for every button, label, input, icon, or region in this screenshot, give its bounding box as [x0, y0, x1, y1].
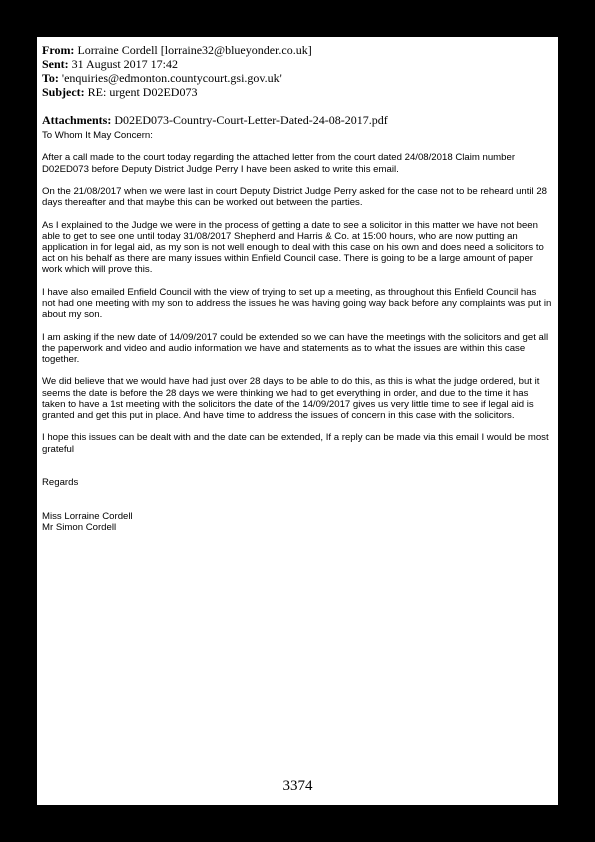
body-paragraph: I have also emailed Enfield Council with the view of trying to set up a meeting, as throughout this Enfield Council has not had one meeting with my son to address the issues he was having going way back before any complaints was put in about my son.	[42, 286, 552, 321]
subject-label: Subject:	[42, 85, 85, 99]
from-label: From:	[42, 43, 75, 57]
signature-line: Mr Simon Cordell	[42, 521, 117, 533]
subject-row	[42, 85, 547, 99]
from-row	[42, 43, 547, 57]
body-paragraph: I hope this issues can be dealt with and the date can be extended, If a reply can be made via this email I would be most grateful	[42, 432, 549, 455]
to-label: To:	[42, 71, 59, 85]
attachments-label: Attachments:	[42, 113, 112, 127]
sent-label: Sent:	[42, 57, 69, 71]
body-paragraph: As I explained to the Judge we were in the process of getting a date to see a solicitor in this matter we have not been able to get to see one until today 31/08/2017 Shepherd and Harris & Co. at 15:00 hours, who are now putting an application in for legal aid, as my son is not well enough to deal with this case on his own and does need a solicitors to act on his behalf as there are many issues within Enfield Council case. There is going to be a large amount of paper work which will prove this.	[42, 219, 544, 276]
attachments-row	[42, 113, 547, 127]
from-value: Lorraine Cordell [lorraine32@blueyonder.co.uk]	[77, 43, 312, 57]
body-paragraph: I am asking if the new date of 14/09/2017 could be extended so we can have the meetings with the solicitors and get all the paperwork and video and audio information we have and statements as to what the issues are within this case together.	[42, 331, 549, 365]
subject-value: RE: urgent D02ED073	[87, 85, 198, 99]
sent-row	[42, 57, 547, 71]
greeting: To Whom It May Concern:	[42, 130, 153, 141]
to-row	[42, 71, 547, 85]
page-number: 3374	[282, 778, 313, 794]
attachments-value: D02ED073-Country-Court-Letter-Dated-24-08-2017.pdf	[114, 113, 388, 127]
body-paragraph: We did believe that we would have had just over 28 days to be able to do this, as this is what the judge ordered, but it seems the date is before the 28 days we were thinking we had to get everything in order, and due to the time it has taken to have a 1st meeting with the solicitors the date of the 14/09/2017 gives us very little time to see if legal aid is granted and get this put in place. And have time to address the issues of concern in this case with the solicitors.	[42, 376, 540, 421]
body-paragraph: On the 21/08/2017 when we were last in court Deputy District Judge Perry asked for the case not to be reheard until 28 days thereafter and that maybe this can be worked out between the parties.	[42, 185, 548, 209]
signature-line: Miss Lorraine Cordell	[42, 510, 133, 522]
body-paragraph: After a call made to the court today regarding the attached letter from the court dated 24/08/2018 Claim number D02ED073 before Deputy District Judge Perry I have been asked to write this email.	[42, 152, 516, 175]
closing: Regards	[42, 477, 79, 489]
document-page	[37, 37, 558, 805]
to-value: 'enquiries@edmonton.countycourt.gsi.gov.uk'	[61, 71, 282, 85]
sent-value: 31 August 2017 17:42	[71, 57, 179, 71]
email-body	[42, 130, 552, 533]
email-header	[42, 43, 547, 127]
